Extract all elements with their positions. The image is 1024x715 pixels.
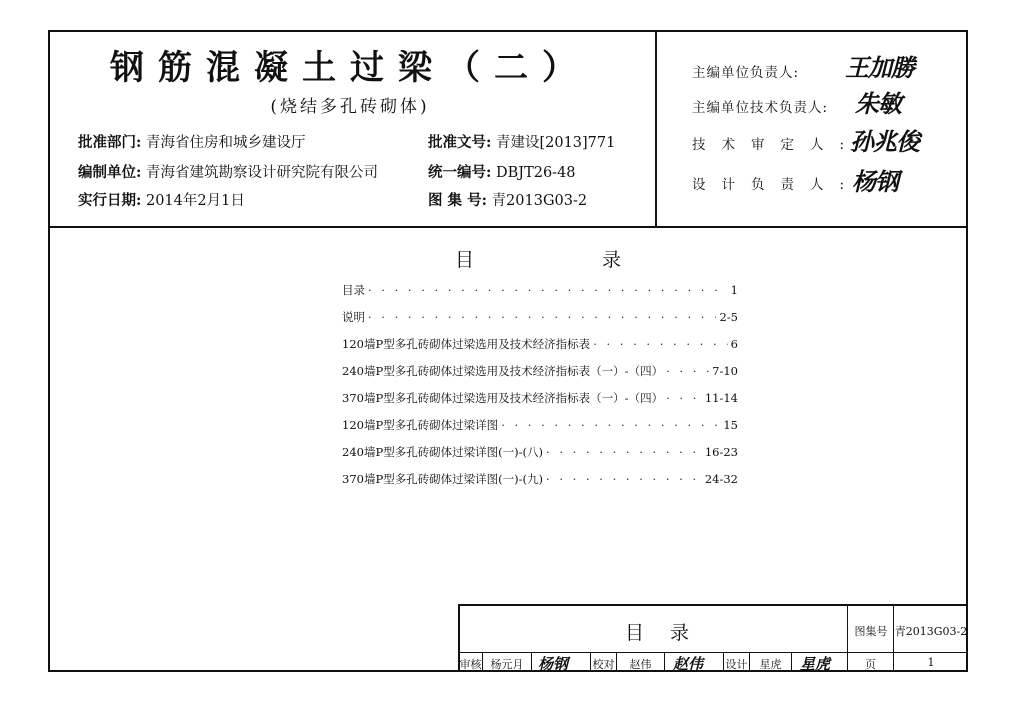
page-number: 1 (927, 656, 935, 669)
approval-dept-label: 批准部门: (78, 134, 142, 151)
approval-dept-row (78, 131, 305, 152)
contents-item[interactable] (342, 336, 738, 352)
contents-item-page: 11-14 (704, 391, 738, 405)
title-block-col-divider (531, 652, 532, 672)
contents-item-leader (546, 445, 702, 459)
contents-item-label: 240墙P型多孔砖砌体过梁选用及技术经济指标表（一）-（四） (342, 364, 664, 378)
contents-item[interactable] (342, 471, 738, 487)
design-label: 设计 (725, 658, 748, 671)
chief-editor-unit-label: 主编单位负责人: (692, 65, 800, 81)
designer-signature: 星虎 (800, 655, 831, 673)
title-block-row-divider (458, 652, 968, 653)
approval-no-row (428, 131, 615, 152)
contents-item-leader (368, 283, 728, 297)
header-divider (655, 30, 657, 228)
page-label: 页 (865, 658, 876, 671)
contents-item-page: 24-32 (704, 472, 738, 486)
unified-no-row (428, 161, 576, 182)
contents-item-page: 7-10 (712, 364, 738, 378)
contents-item-leader (666, 364, 709, 378)
compiler-label: 编制单位: (78, 164, 142, 181)
approval-dept-value: 青海省住房和城乡建设厅 (145, 135, 306, 151)
contents-item-page: 16-23 (704, 445, 738, 459)
contents-item-leader (666, 391, 702, 405)
contents-title-right: 录 (602, 249, 622, 271)
contents-item[interactable] (342, 444, 738, 460)
reviewer-name: 杨元月 (490, 658, 524, 671)
approval-no-value: 青建设[2013]771 (495, 135, 616, 151)
contents-item-leader (546, 472, 702, 486)
contents-item[interactable] (342, 282, 738, 298)
designer-name: 星虎 (759, 658, 782, 671)
effective-date-row (78, 189, 245, 210)
design-lead-label: 设计负责人: (692, 177, 861, 193)
atlas-no-value: 青2013G03-2 (491, 193, 588, 209)
compiler-value: 青海省建筑勘察设计研究院有限公司 (145, 165, 378, 181)
atlas-no-label: 图 集 号: (428, 192, 487, 209)
contents-item-page: 2-5 (719, 310, 738, 324)
atlas-no-row (428, 189, 587, 210)
title-block-sheet-title: 目录 (625, 622, 716, 644)
contents-item-label: 370墙P型多孔砖砌体过梁选用及技术经济指标表（一）-（四） (342, 391, 664, 405)
unified-no-label: 统一编号: (428, 164, 492, 181)
contents-item[interactable] (342, 417, 738, 433)
checker-name: 赵伟 (629, 658, 652, 671)
contents-item-page: 6 (730, 337, 738, 351)
contents-item[interactable] (342, 390, 738, 406)
contents-item[interactable] (342, 363, 738, 379)
title-block-col-divider (791, 652, 792, 672)
contents-item-label: 120墙P型多孔砖砌体过梁选用及技术经济指标表 (342, 337, 591, 351)
contents-title-left: 目 (455, 249, 475, 271)
chief-tech-signature: 朱敏 (855, 89, 901, 118)
contents-item-leader (368, 310, 716, 324)
effective-date-value: 2014年2月1日 (145, 193, 245, 209)
approval-no-label: 批准文号: (428, 134, 492, 151)
effective-date-label: 实行日期: (78, 192, 142, 209)
tech-review-label: 技术审定人: (692, 137, 861, 153)
contents-item-page: 1 (730, 283, 738, 297)
contents-item-label: 370墙P型多孔砖砌体过梁详图(一)-(九) (342, 472, 544, 486)
contents-item[interactable] (342, 309, 738, 325)
contents-item-leader (501, 418, 720, 432)
title-block-atlas-label: 图集号 (854, 625, 888, 638)
contents-item-label: 240墙P型多孔砖砌体过梁详图(一)-(八) (342, 445, 544, 459)
review-label: 审核 (459, 658, 482, 671)
contents-item-label: 说明 (342, 310, 365, 324)
checker-signature: 赵伟 (673, 655, 704, 673)
tech-review-signature: 孙兆俊 (850, 127, 919, 156)
check-label: 校对 (592, 658, 615, 671)
contents-item-label: 目录 (342, 283, 365, 297)
document-title: 钢筋混凝土过梁（二） (110, 48, 590, 88)
title-block-col-divider (664, 652, 665, 672)
design-lead-signature: 杨钢 (852, 167, 898, 196)
contents-item-leader (593, 337, 727, 351)
document-subtitle: (烧结多孔砖砌体) (270, 97, 430, 117)
contents-item-page: 15 (723, 418, 738, 432)
contents-item-label: 120墙P型多孔砖砌体过梁详图 (342, 418, 499, 432)
unified-no-value: DBJT26-48 (495, 165, 576, 181)
chief-tech-label: 主编单位技术负责人: (692, 100, 829, 116)
chief-editor-unit-signature: 王加勝 (845, 53, 914, 82)
compiler-row (78, 161, 378, 182)
reviewer-signature: 杨钢 (538, 655, 569, 673)
title-block-atlas-no: 青2013G03-2 (894, 625, 968, 638)
